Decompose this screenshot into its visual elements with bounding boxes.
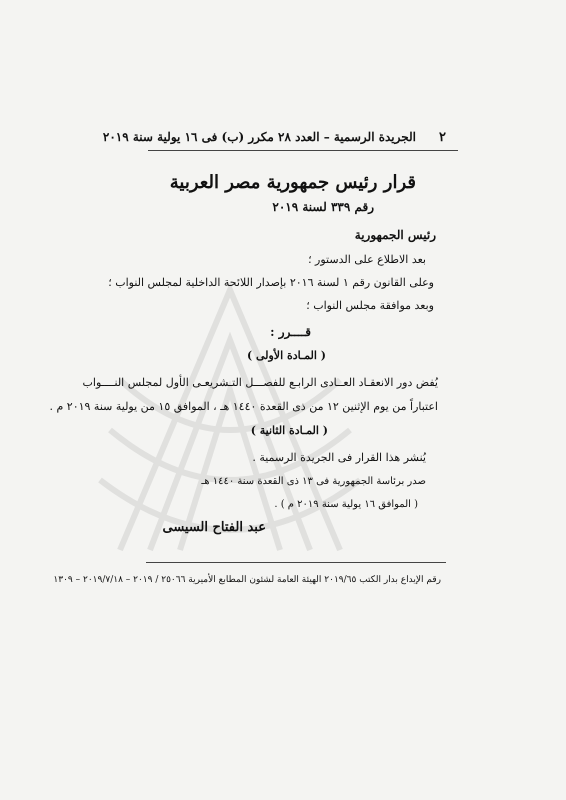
footer-divider [146,562,446,563]
deposit-line: رقم الإيداع بدار الكتب ٢٠١٩/٦٥ الهيئة العامة لشئون المطابع الأميرية ٢٥٠٦٦ / ٢٠١٩ – ٢٠١٩/٧/١٨ – ١٣٠٩ [53,575,441,585]
article2-line: يُنشر هذا القرار فى الجريدة الرسمية . [252,451,426,464]
header-divider [148,150,458,151]
running-title: الجريدة الرسمية – العدد ٢٨ مكرر (ب) فى ١٦ يولية سنة ٢٠١٩ [102,130,416,144]
article1-line-2: اعتباراً من يوم الإثنين ١٢ من ذى القعدة ١٤٤٠ هـ ، الموافق ١٥ من يولية سنة ٢٠١٩ م . [49,400,438,413]
issuer-label: رئيس الجمهورية [354,228,436,242]
page-number: ٢ [439,130,446,145]
article2-heading: ( المـادة الثانية ) [250,424,328,437]
preamble-line-3: وبعد موافقة مجلس النواب ؛ [306,299,434,312]
gregorian-date-line: ( الموافق ١٦ يولية سنة ٢٠١٩ م ) . [274,499,418,510]
decree-title: قرار رئيس جمهورية مصر العربية [169,172,416,193]
preamble-line-1: بعد الاطلاع على الدستور ؛ [308,253,426,266]
issued-line: صدر برئاسة الجمهورية فى ١٣ ذى القعدة سنة ١٤٤٠ هـ [201,476,426,487]
article1-heading: ( المـادة الأولى ) [246,349,326,362]
signature: عبد الفتاح السيسى [162,520,266,535]
decided-label: قــــرر : [270,325,311,339]
preamble-line-2: وعلى القانون رقم ١ لسنة ٢٠١٦ بإصدار اللائحة الداخلية لمجلس النواب ؛ [108,276,434,289]
decree-number: رقم ٣٣٩ لسنة ٢٠١٩ [272,200,374,214]
article1-line-1: يُفض دور الانعقـاد العــادى الرابـع للفصـــل التـشريعـى الأول لمجلس النــــواب [82,376,438,389]
